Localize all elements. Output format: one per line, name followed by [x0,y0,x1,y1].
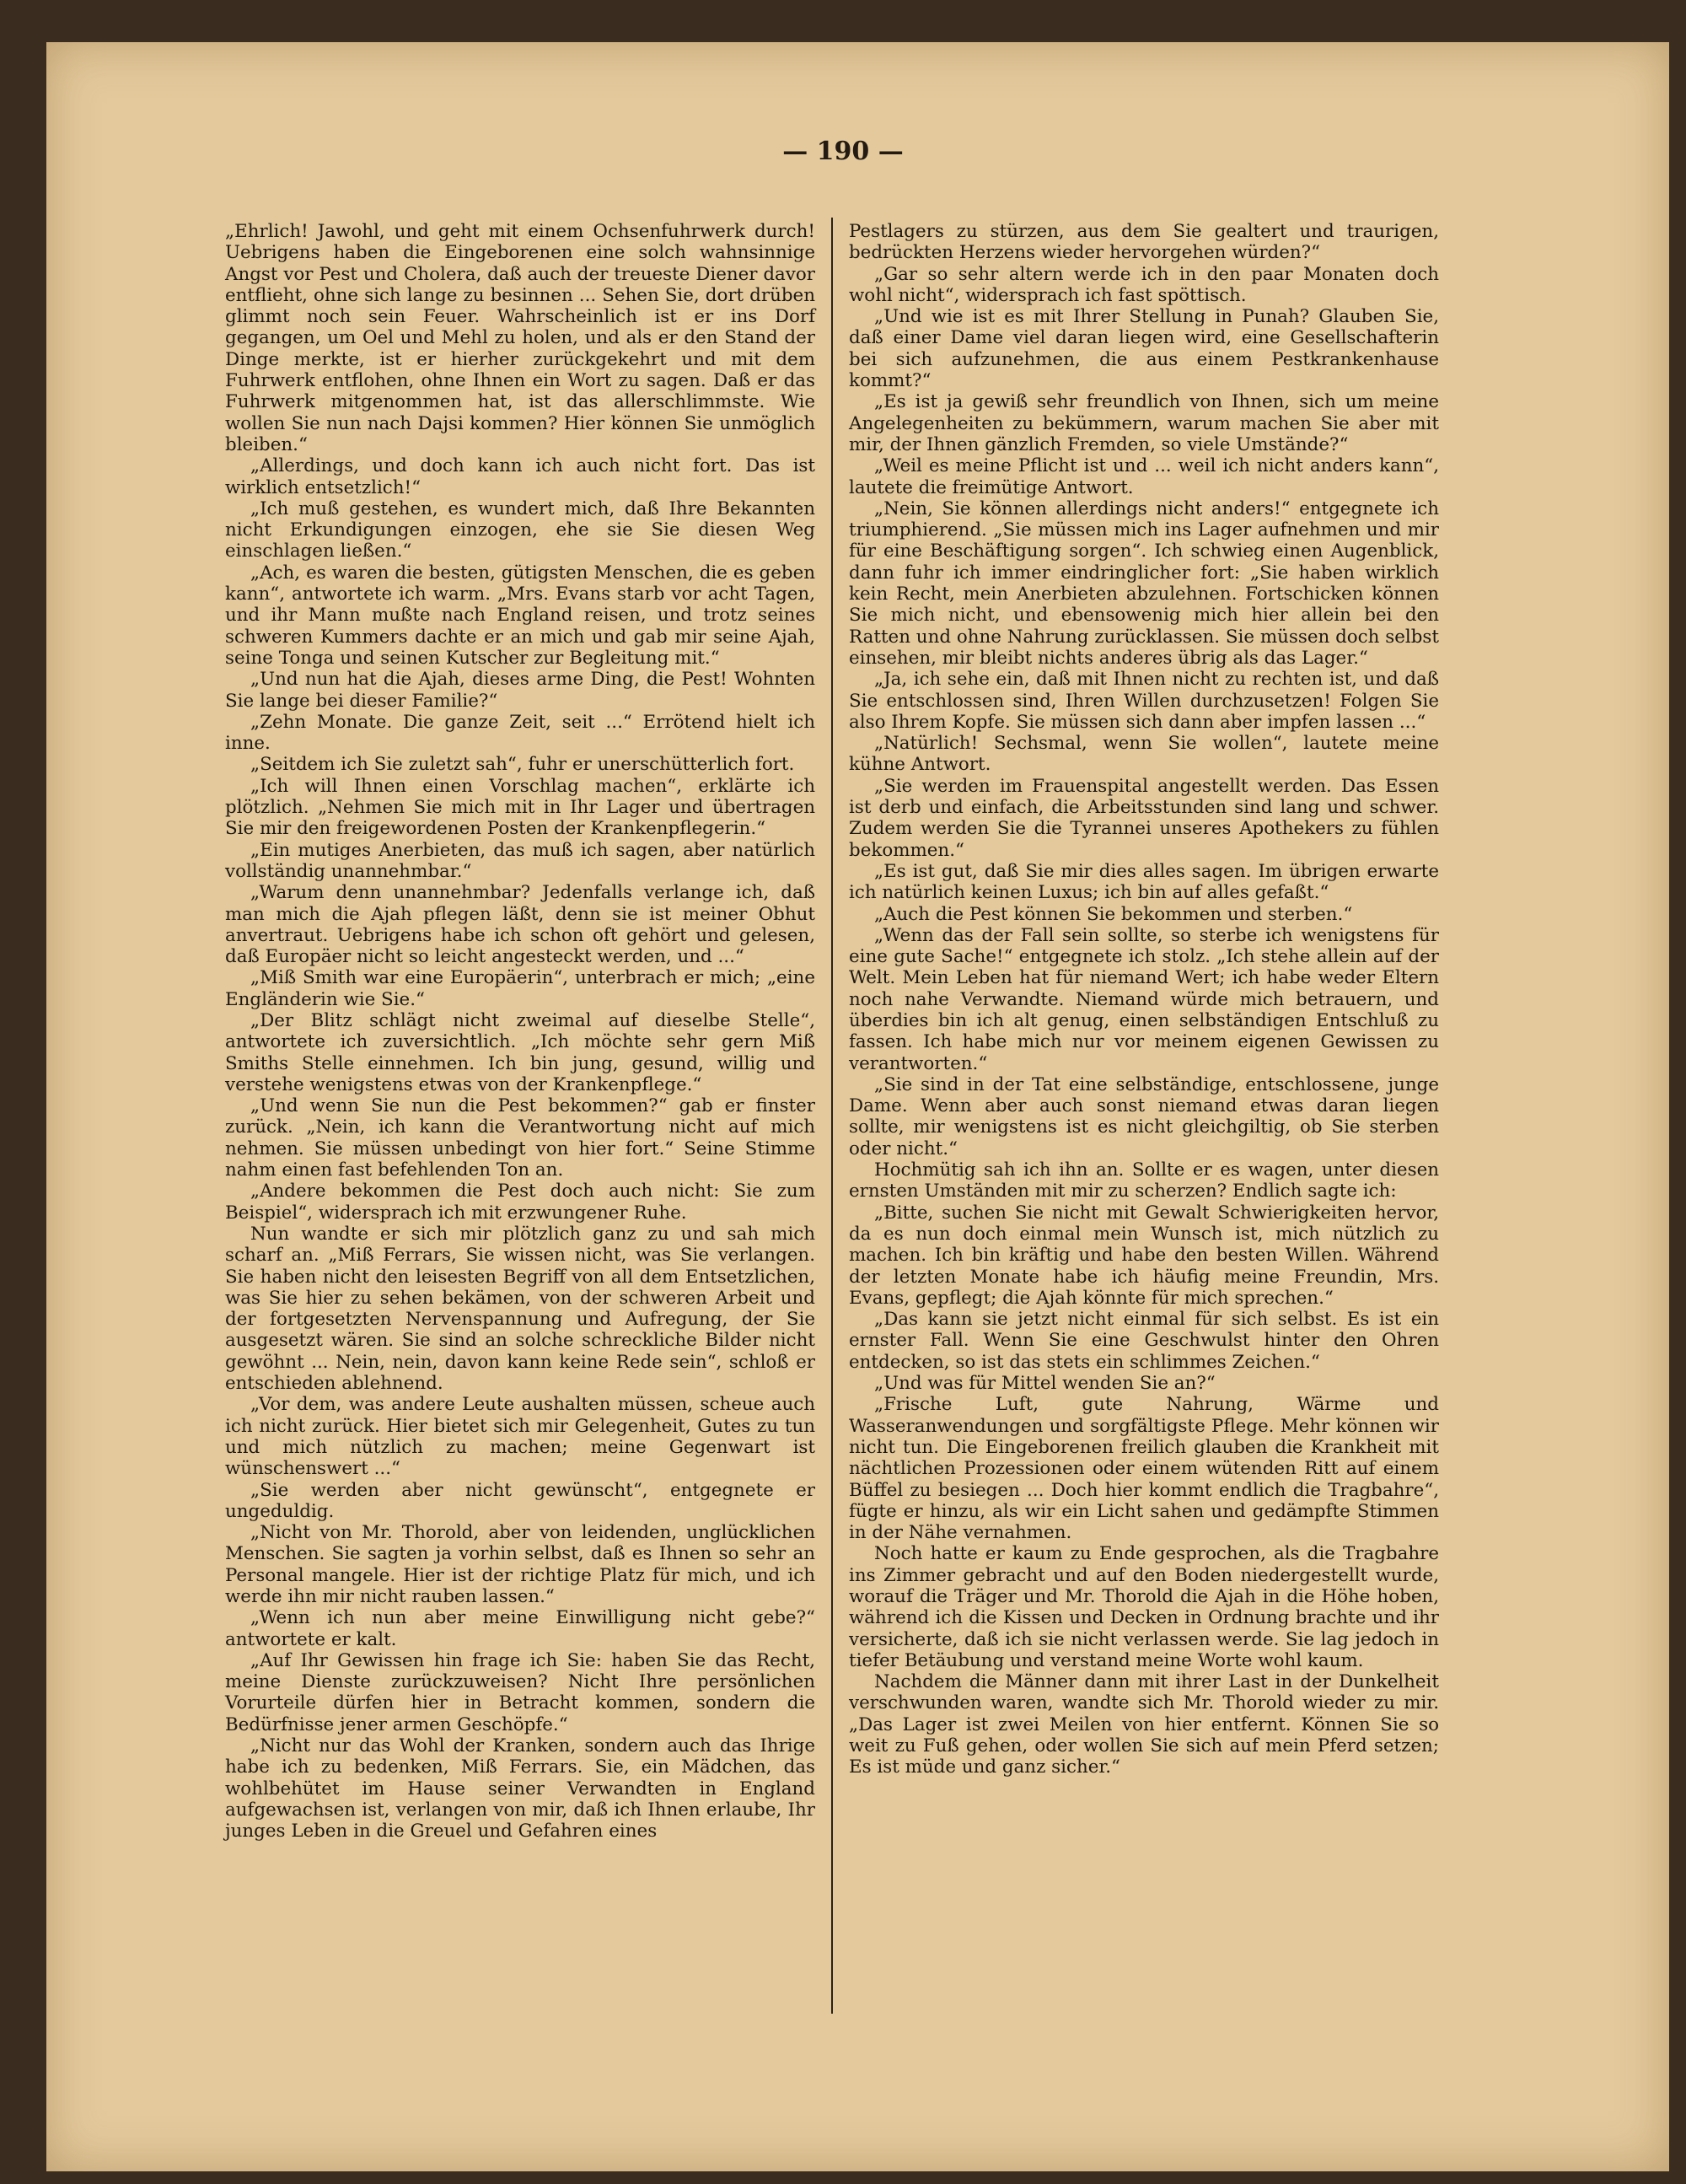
paragraph: „Und wie ist es mit Ihrer Stellung in Punah? Glauben Sie, daß einer Dame viel daran liegen wird, eine Gesellschafterin bei sich aufzunehmen, die aus einem Pestkrankenhause kommt?“ [849,306,1439,392]
paragraph: „Natürlich! Sechsmal, wenn Sie wollen“, lautete meine kühne Antwort. [849,733,1439,776]
paragraph: „Der Blitz schlägt nicht zweimal auf dieselbe Stelle“, antwortete ich zuversichtlich. „Ich möchte sehr gern Miß Smiths Stelle einnehmen. Ich bin jung, gesund, willig und verstehe wenigstens etwas von der Krankenpflege.“ [225,1009,815,1095]
paragraph: „Es ist gut, daß Sie mir dies alles sagen. Im übrigen erwarte ich natürlich keinen Luxus; ich bin auf alles gefaßt.“ [849,860,1439,904]
paragraph: „Gar so sehr altern werde ich in den paar Monaten doch wohl nicht“, widersprach ich fast spöttisch. [849,263,1439,306]
paragraph: „Zehn Monate. Die ganze Zeit, seit ...“ Errötend hielt ich inne. [225,711,815,755]
paragraph: „Warum denn unannehmbar? Jedenfalls verlange ich, daß man mich die Ajah pflegen läßt, denn sie ist meiner Obhut anvertraut. Uebrigens habe ich schon oft gehört und gelesen, daß Europäer nicht so leicht angesteckt werden, und ...“ [225,882,815,968]
paragraph: Nun wandte er sich mir plötzlich ganz zu und sah mich scharf an. „Miß Ferrars, Sie wissen nicht, was Sie verlangen. Sie haben nicht den leisesten Begriff von all dem Entsetzlichen, was Sie hier zu sehen bekämen, von der schweren Arbeit und der fortgesetzten Nervenspannung und Aufregung, der Sie ausgesetzt wären. Sie sind an solche schreckliche Bilder nicht gewöhnt ... Nein, nein, davon kann keine Rede sein“, schloß er entschieden ablehnend. [225,1223,815,1395]
paragraph: „Ich will Ihnen einen Vorschlag machen“, erklärte ich plötzlich. „Nehmen Sie mich mit in Ihr Lager und übertragen Sie mir den freigewordenen Posten der Krankenpflegerin.“ [225,775,815,840]
paragraph: „Wenn das der Fall sein sollte, so sterbe ich wenigstens für eine gute Sache!“ entgegnete ich stolz. „Ich stehe allein auf der Welt. Mein Leben hat für niemand Wert; ich habe weder Eltern noch nahe Verwandte. Niemand würde mich betrauern, und überdies bin ich alt genug, einen selbständigen Entschluß zu fassen. Ich habe mich nur vor meinem eigenen Gewissen zu verantworten.“ [849,924,1439,1074]
paragraph: „Und was für Mittel wenden Sie an?“ [874,1373,1216,1395]
paragraph: „Sie werden aber nicht gewünscht“, entgegnete er ungeduldig. [225,1479,815,1522]
paragraph: „Weil es meine Pflicht ist und ... weil ich nicht anders kann“, lautete die freimütige Antwort. [849,455,1439,498]
paragraph: „Wenn ich nun aber meine Einwilligung nicht gebe?“ antwortete er kalt. [225,1607,815,1650]
paragraph: „Und wenn Sie nun die Pest bekommen?“ gab er finster zurück. „Nein, ich kann die Verantwortung nicht auf mich nehmen. Sie müssen unbedingt von hier fort.“ Seine Stimme nahm einen fast befehlenden Ton an. [225,1095,815,1181]
paragraph: „Und nun hat die Ajah, dieses arme Ding, die Pest! Wohnten Sie lange bei dieser Familie?“ [225,669,815,712]
paragraph: „Sie werden im Frauenspital angestellt werden. Das Essen ist derb und einfach, die Arbeitsstunden sind lang und schwer. Zudem werden Sie die Tyrannei unseres Apothekers zu fühlen bekommen.“ [849,775,1439,861]
paragraph: „Es ist ja gewiß sehr freundlich von Ihnen, sich um meine Angelegenheiten zu bekümmern, warum machen Sie aber mit mir, der Ihnen gänzlich Fremden, so viele Umstände?“ [849,391,1439,455]
paragraph: „Das kann sie jetzt nicht einmal für sich selbst. Es ist ein ernster Fall. Wenn Sie eine Geschwulst hinter den Ohren entdecken, so ist das stets ein schlimmes Zeichen.“ [849,1309,1439,1373]
paragraph: „Ehrlich! Jawohl, und geht mit einem Ochsenfuhrwerk durch! Uebrigens haben die Eingeborenen eine solch wahnsinnige Angst vor Pest und Cholera, daß auch der treueste Diener davor entflieht, ohne sich lange zu besinnen ... Sehen Sie, dort drüben glimmt noch sein Feuer. Wahrscheinlich ist er ins Dorf gegangen, um Oel und Mehl zu holen, und als er den Stand der Dinge merkte, ist er hierher zurückgekehrt und mit dem Fuhrwerk entflohen, ohne Ihnen ein Wort zu sagen. Daß er das Fuhrwerk mitgenommen hat, ist das allerschlimmste. Wie wollen Sie nun nach Dajsi kommen? Hier können Sie unmöglich bleiben.“ [225,221,815,455]
paragraph: „Auch die Pest können Sie bekommen und sterben.“ [874,903,1353,925]
paragraph: „Nein, Sie können allerdings nicht anders!“ entgegnete ich triumphierend. „Sie müssen mich ins Lager aufnehmen und mir für eine Beschäftigung sorgen“. Ich schwieg einen Augenblick, dann fuhr ich immer eindringlicher fort: „Sie haben wirklich kein Recht, mein Anerbieten abzulehnen. Fortschicken können Sie mich nicht, und ebensowenig mich hier allein bei den Ratten und ohne Nahrung zurücklassen. Sie müssen doch selbst einsehen, mir bleibt nichts anderes übrig als das Lager.“ [849,498,1439,669]
paragraph: „Nicht nur das Wohl der Kranken, sondern auch das Ihrige habe ich zu bedenken, Miß Ferrars. Sie, ein Mädchen, das wohlbehütet im Hause seiner Verwandten in England aufgewachsen ist, verlangen von mir, daß ich Ihnen erlaube, Ihr junges Leben in die Greuel und Gefahren eines [225,1735,815,1842]
paragraph: „Sie sind in der Tat eine selbständige, entschlossene, junge Dame. Wenn aber auch sonst niemand etwas daran liegen sollte, mir wenigstens ist es nicht gleichgiltig, ob Sie sterben oder nicht.“ [849,1073,1439,1159]
paragraph: „Seitdem ich Sie zuletzt sah“, fuhr er unerschütterlich fort. [250,754,795,776]
paragraph: „Auf Ihr Gewissen hin frage ich Sie: haben Sie das Recht, meine Dienste zurückzuweisen? Nicht Ihre persönlichen Vorurteile dürfen hier in Betracht kommen, sondern die Bedürfnisse jener armen Geschöpfe.“ [225,1649,815,1735]
paragraph: Nachdem die Männer dann mit ihrer Last in der Dunkelheit verschwunden waren, wandte sich Mr. Thorold wieder zu mir. „Das Lager ist zwei Meilen von hier entfernt. Können Sie so weit zu Fuß gehen, oder wollen Sie sich auf mein Pferd setzen; Es ist müde und ganz sicher.“ [849,1671,1439,1778]
right-column [849,221,1439,1778]
paragraph: Hochmütig sah ich ihn an. Sollte er es wagen, unter diesen ernsten Umständen mit mir zu scherzen? Endlich sagte ich: [849,1159,1439,1202]
paragraph: „Frische Luft, gute Nahrung, Wärme und Wasseranwendungen und sorgfältigste Pflege. Mehr können wir nicht tun. Die Eingeborenen freilich glauben die Krankheit mit nächtlichen Prozessionen oder einem wütenden Ritt auf einem Büffel zu besiegen ... Doch hier kommt endlich die Tragbahre“, fügte er hinzu, als wir ein Licht sahen und gedämpfte Stimmen in der Nähe vernahmen. [849,1394,1439,1544]
paragraph: „Nicht von Mr. Thorold, aber von leidenden, unglücklichen Menschen. Sie sagten ja vorhin selbst, daß es Ihnen so sehr an Personal mangele. Hier ist der richtige Platz für mich, und ich werde ihn mir nicht rauben lassen.“ [225,1522,815,1607]
paragraph: „Ich muß gestehen, es wundert mich, daß Ihre Bekannten nicht Erkundigungen einzogen, ehe sie Sie diesen Weg einschlagen ließen.“ [225,498,815,562]
paragraph: „Ach, es waren die besten, gütigsten Menschen, die es geben kann“, antwortete ich warm. „Mrs. Evans starb vor acht Tagen, und ihr Mann mußte nach England reisen, und trotz seines schweren Kummers dachte er an mich und gab mir seine Ajah, seine Tonga und seinen Kutscher zur Begleitung mit.“ [225,562,815,669]
paragraph: „Bitte, suchen Sie nicht mit Gewalt Schwierigkeiten hervor, da es nun doch einmal mein Wunsch ist, mich nützlich zu machen. Ich bin kräftig und habe den besten Willen. Während der letzten Monate habe ich häufig meine Freundin, Mrs. Evans, gepflegt; die Ajah könnte für mich sprechen.“ [849,1202,1439,1309]
paragraph: Pestlagers zu stürzen, aus dem Sie gealtert und traurigen, bedrückten Herzens wieder hervorgehen würden?“ [849,221,1439,264]
paragraph: „Ein mutiges Anerbieten, das muß ich sagen, aber natürlich vollständig unannehmbar.“ [225,839,815,882]
paragraph: „Vor dem, was andere Leute aushalten müssen, scheue auch ich nicht zurück. Hier bietet sich mir Gelegenheit, Gutes zu tun und mich nützlich zu machen; meine Gegenwart ist wünschenswert ...“ [225,1394,815,1480]
page-number: — 190 — [782,137,904,166]
paragraph: „Ja, ich sehe ein, daß mit Ihnen nicht zu rechten ist, und daß Sie entschlossen sind, Ihren Willen durchzusetzen! Folgen Sie also Ihrem Kopfe. Sie müssen sich dann aber impfen lassen ...“ [849,669,1439,733]
left-column [225,221,815,1842]
paragraph: „Miß Smith war eine Europäerin“, unterbrach er mich; „eine Engländerin wie Sie.“ [225,967,815,1010]
paragraph: „Allerdings, und doch kann ich auch nicht fort. Das ist wirklich entsetzlich!“ [225,455,815,498]
column-divider [831,218,833,2014]
paragraph: Noch hatte er kaum zu Ende gesprochen, als die Tragbahre ins Zimmer gebracht und auf den Boden niedergestellt wurde, worauf die Träger und Mr. Thorold die Ajah in die Höhe hoben, während ich die Kissen und Decken in Ordnung brachte und ihr versicherte, daß ich sie nicht verlassen werde. Sie lag jedoch in tiefer Betäubung und verstand meine Worte wohl kaum. [849,1543,1439,1671]
paragraph: „Andere bekommen die Pest doch auch nicht: Sie zum Beispiel“, widersprach ich mit erzwungener Ruhe. [225,1181,815,1224]
